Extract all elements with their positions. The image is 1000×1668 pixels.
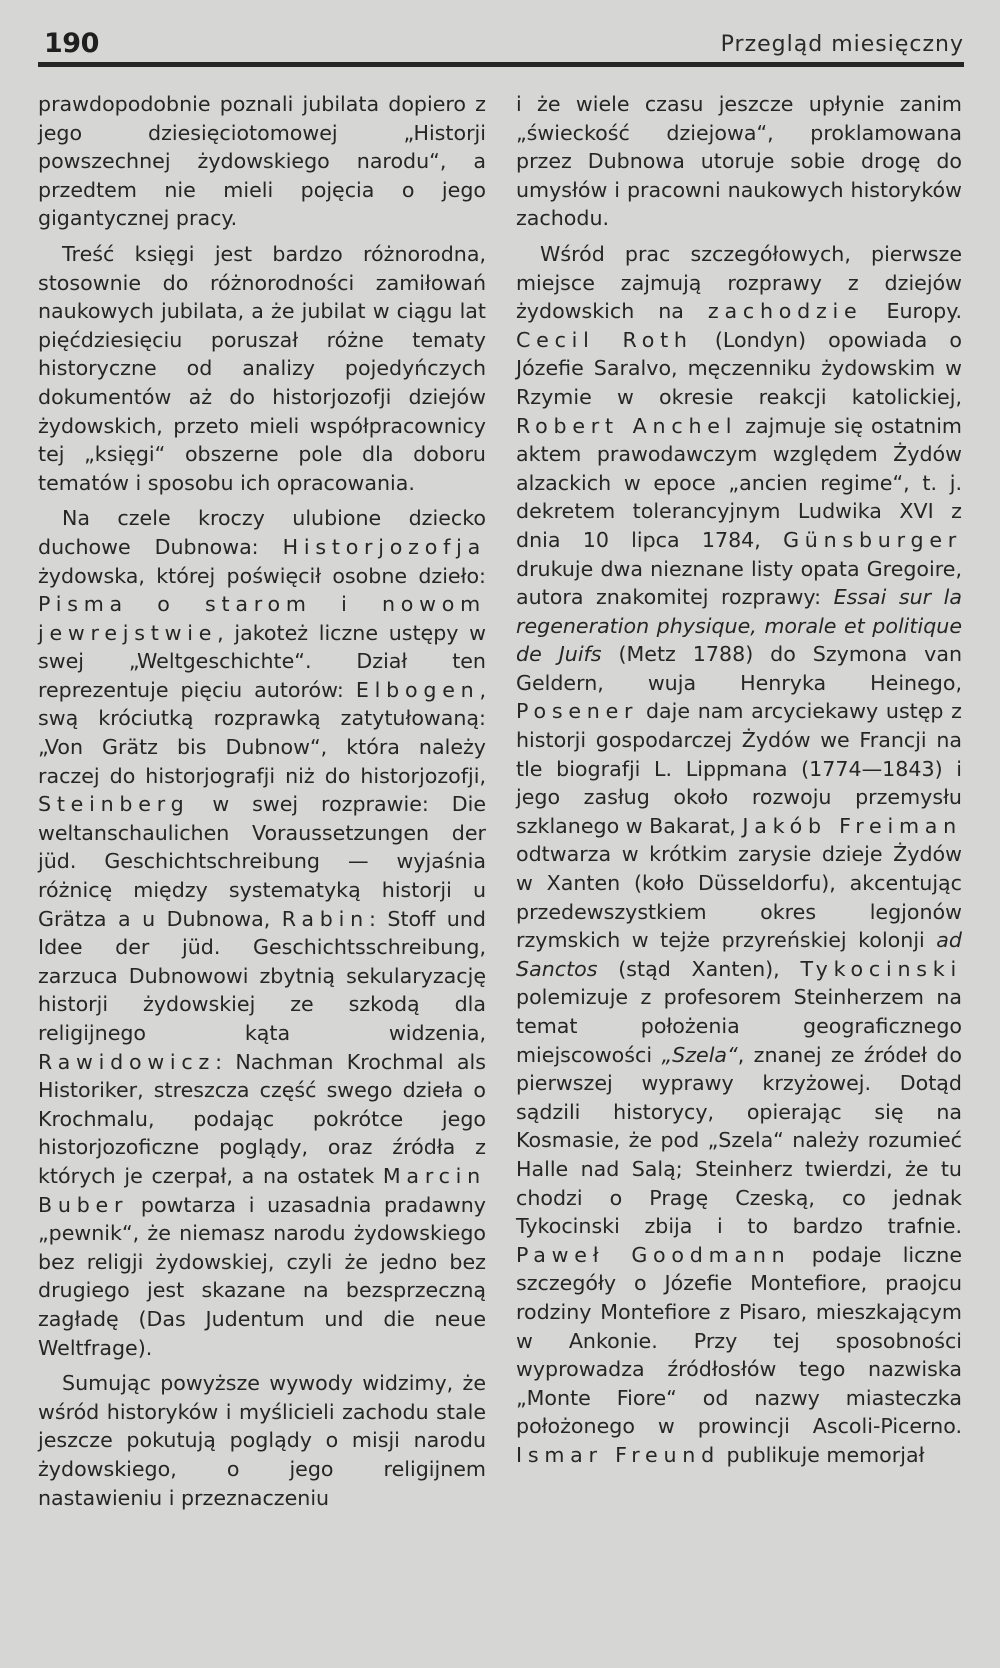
spaced-term: zachodzie [707, 299, 863, 324]
paragraph: Sumując powyższe wywody widzimy, że wśród historyków i myślicieli zachodu stale jeszcze pokutują poglądy o misji narodu żydowskiego, o jego religijnem nastawieniu i przeznaczeniu [38, 1371, 486, 1510]
author-name: Cecil Roth [516, 327, 693, 352]
author-name: Tykocinski [800, 956, 962, 981]
right-column [516, 90, 962, 1477]
italic-term: „Szela“ [661, 1042, 738, 1067]
left-column [38, 90, 486, 1519]
paragraph: prawdopodobnie poznali jubilata dopiero z jego dziesięciotomowej „Historji powszechnej żydowskiego narodu“, a przedtem nie mieli pojęcia o jego gigantycznej pracy. [38, 92, 486, 231]
paragraph: i że wiele czasu jeszcze upłynie zanim „świeckość dziejowa“, proklamowana przez Dubnowa utoruje sobie drogę do umysłów i pracowni naukowych historyków zachodu. [516, 92, 962, 231]
author-name: Ismar Freund [516, 1442, 720, 1467]
author-name: Günsburger [783, 527, 962, 552]
author-name: Marcin Buber [38, 1163, 486, 1217]
italic-title: Essai sur la regeneration physique, morale et politique de Juifs [516, 585, 962, 667]
author-name: Paweł Goodmann [516, 1242, 791, 1267]
paragraph: Wśród prac szczegółowych, pierwsze miejsce zajmują rozprawy z dziejów żydowskich na zachodzie Europy. Cecil Roth (Londyn) opowiada o Józefie Saralvo, męczenniku żydowskim w Rzymie w okresie reakcji katolickiej, Robert Anchel zajmuje się ostatnim aktem prawodawczym względem Żydów alzackich w epoce „ancien regime“, t. j. dekretem tolerancyjnym Ludwika XVI z dnia 10 lipca 1784, Günsburger drukuje dwa nieznane listy opata Gregoire, autora znakomitej rozprawy: Essai sur la regeneration physique, morale et politique de Juifs (Metz 1788) do Szymona van Geldern, wuja Henryka Heinego, Posener daje nam arcyciekawy ustęp z historji gospodarczej Żydów we Francji na tle biografji L. Lippmana (1774—1843) i jego zasług około rozwoju przemysłu szklanego w Bakarat, Jakób Freiman odtwarza w krótkim zarysie dzieje Żydów w Xanten (koło Düsseldorfu), akcentując przedewszystkiem okres legjonów rzymskich w tejże przyreńskiej kolonji ad Sanctos (stąd Xanten), Tykocinski polemizuje z profesorem Steinherzem na temat położenia geograficznego miejscowości „Szela“, znanej ze źródeł do pierwszej wyprawy krzyżowej. Dotąd sądzili historycy, opierając się na Kosmasie, że pod „Szela“ należy rozumieć Halle nad Salą; Steinherz twierdzi, że tu chodzi o Pragę Czeską, co jednak Tykocinski zbija i to bardzo trafnie. Paweł Goodmann podaje liczne szczegóły o Józefie Montefiore, praojcu rodziny Montefiore z Pisaro, mieszkającym w Ankonie. Przy tej sposobności wyprowadza źródłosłów tego nazwiska „Monte Fiore“ od nazwy miasteczka położonego w prowincji Ascoli-Picerno. Ismar Freund publikuje memorjał [516, 241, 963, 1467]
paragraph: Treść księgi jest bardzo różnorodna, stosownie do różnorodności zamiłowań naukowych jubilata, a że jubilat w ciągu lat pięćdziesięciu poruszał różne tematy historyczne od analizy pojedyńczych dokumentów aż do historjozofji dziejów żydowskich, przeto mieli współpracownicy tej „księgi“ obszerne pole dla doboru tematów i sposobu ich opracowania. [38, 241, 486, 495]
journal-title: Przegląd miesięczny [720, 32, 964, 57]
spaced-term: Pisma o starom i nowom jewrejstwie [38, 592, 486, 645]
author-name: Rawidowicz [38, 1049, 216, 1074]
author-name: Robert Anchel [516, 413, 738, 438]
spaced-term: Historjozofja [282, 534, 486, 559]
author-name: Elbogen [355, 677, 480, 702]
author-name: Rabin [281, 906, 369, 931]
page-header [38, 26, 964, 60]
header-rule [38, 62, 964, 67]
paragraph: Na czele kroczy ulubione dziecko duchowe Dubnowa: Historjozofja żydowska, której poświęcił osobne dzieło: Pisma o starom i nowom jewrejstwie, jakoteż liczne ustępy w swej „Weltgeschichte“. Dział ten reprezentuje pięciu autorów: Elbogen, swą króciutką rozprawką zatytułowaną: „Von Grätz bis Dubnow“, która należy raczej do historjografji niż do historjozofji, Steinberg w swej rozprawie: Die weltanschaulichen Voraussetzungen der jüd. Geschichtschreibung — wyjaśnia różnicę między systematyką historji u Grätza a u Dubnowa, Rabin: Stoff und Idee der jüd. Geschichtsschreibung, zarzuca Dubnowowi zbytnią sekularyzację historji żydowskiej ze szkodą dla religijnego kąta widzenia, Rawidowicz: Nachman Krochmal als Historiker, streszcza część swego dzieła o Krochmalu, podając pokrótce jego historjozoficzne poglądy, oraz źródła z których je czerpał, a na ostatek Marcin Buber powtarza i uzasadnia pradawny „pewnik“, że niemasz narodu żydowskiego bez religji żydowskiej, czyli że jedno bez drugiego jest skazane na bezsprzeczną zagładę (Das Judentum und die neue Weltfrage). [38, 506, 486, 1360]
author-name: Jakób Freiman [742, 813, 962, 838]
page-number: 190 [44, 28, 99, 59]
author-name: Posener [516, 699, 639, 724]
author-name: Steinberg [38, 792, 190, 817]
italic-term: ad Sanctos [516, 928, 962, 981]
